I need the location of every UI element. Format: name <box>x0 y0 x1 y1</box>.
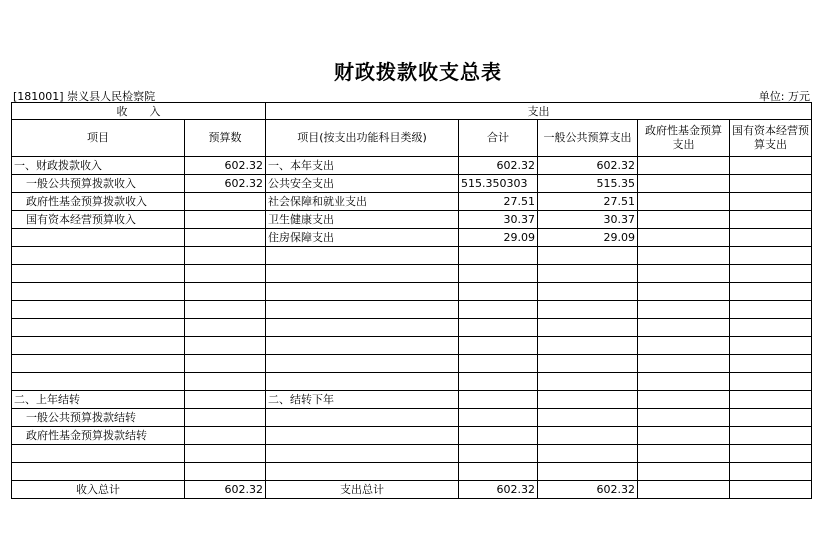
expense-general-cell <box>538 373 638 391</box>
income-item-cell <box>12 463 185 481</box>
expense-general-cell <box>538 463 638 481</box>
table-row <box>12 337 812 355</box>
expense-total-cell <box>459 391 538 409</box>
expense-total-label: 支出总计 <box>266 481 459 499</box>
table-row <box>12 211 812 229</box>
expense-general-cell <box>538 391 638 409</box>
expense-general-cell <box>538 337 638 355</box>
table-row <box>12 355 812 373</box>
expense-state-capital-cell <box>730 373 812 391</box>
expense-gov-fund-cell <box>638 409 730 427</box>
col-header-state-capital: 国有资本经营预算支出 <box>730 120 812 157</box>
expense-general-cell: 29.09 <box>538 229 638 247</box>
expense-item-cell: 住房保障支出 <box>266 229 459 247</box>
expense-gov-fund-cell <box>638 355 730 373</box>
expense-item-cell <box>266 319 459 337</box>
income-budget-cell: 602.32 <box>185 157 266 175</box>
expense-gov-fund-cell <box>638 157 730 175</box>
expense-gov-fund-cell <box>638 229 730 247</box>
expense-state-capital-cell <box>730 337 812 355</box>
expense-general-cell <box>538 283 638 301</box>
income-budget-cell <box>185 211 266 229</box>
expense-gov-fund-cell <box>638 463 730 481</box>
income-item-cell <box>12 283 185 301</box>
table-row <box>12 373 812 391</box>
expense-total-cell <box>459 283 538 301</box>
expense-gov-fund-cell <box>638 391 730 409</box>
income-budget-cell: 602.32 <box>185 175 266 193</box>
income-total-label: 收入总计 <box>12 481 185 499</box>
income-item-cell <box>12 301 185 319</box>
table-row <box>12 265 812 283</box>
expense-item-cell <box>266 427 459 445</box>
col-header-gov-fund: 政府性基金预算支出 <box>638 120 730 157</box>
table-row <box>12 175 812 193</box>
expense-item-cell <box>266 247 459 265</box>
income-item-cell <box>12 265 185 283</box>
header-row-2 <box>12 120 812 157</box>
expense-state-capital-cell <box>730 175 812 193</box>
expense-general-total: 602.32 <box>538 481 638 499</box>
expense-state-capital-cell <box>730 157 812 175</box>
income-budget-cell <box>185 283 266 301</box>
income-item-cell: 政府性基金预算拨款结转 <box>12 427 185 445</box>
expense-state-total <box>730 481 812 499</box>
expense-fund-total <box>638 481 730 499</box>
expense-state-capital-cell <box>730 301 812 319</box>
income-budget-cell <box>185 265 266 283</box>
expense-state-capital-cell <box>730 193 812 211</box>
table-row <box>12 463 812 481</box>
income-item-cell <box>12 337 185 355</box>
expense-total-cell: 27.51 <box>459 193 538 211</box>
income-item-cell: 二、上年结转 <box>12 391 185 409</box>
income-budget-cell <box>185 463 266 481</box>
expense-state-capital-cell <box>730 247 812 265</box>
expense-item-cell <box>266 337 459 355</box>
expense-general-cell <box>538 319 638 337</box>
income-budget-cell <box>185 229 266 247</box>
income-budget-cell <box>185 445 266 463</box>
table-row <box>12 427 812 445</box>
income-budget-cell <box>185 427 266 445</box>
col-header-general: 一般公共预算支出 <box>538 120 638 157</box>
expense-item-cell: 公共安全支出 <box>266 175 459 193</box>
expense-gov-fund-cell <box>638 283 730 301</box>
table-row <box>12 193 812 211</box>
table-row <box>12 157 812 175</box>
totals-row <box>12 481 812 499</box>
income-budget-cell <box>185 193 266 211</box>
income-item-cell <box>12 445 185 463</box>
income-item-cell <box>12 355 185 373</box>
income-header: 收 入 <box>12 103 266 120</box>
expense-general-cell: 515.35 <box>538 175 638 193</box>
expense-general-cell <box>538 355 638 373</box>
expense-gov-fund-cell <box>638 301 730 319</box>
expense-total-value: 602.32 <box>459 481 538 499</box>
expense-item-cell <box>266 355 459 373</box>
income-item-cell: 政府性基金预算拨款收入 <box>12 193 185 211</box>
expense-general-cell: 602.32 <box>538 157 638 175</box>
expense-item-cell: 一、本年支出 <box>266 157 459 175</box>
expense-general-cell <box>538 301 638 319</box>
income-budget-cell <box>185 301 266 319</box>
expense-header: 支出 <box>266 103 812 120</box>
income-budget-cell <box>185 319 266 337</box>
page-title: 财政拨款收支总表 <box>334 60 502 84</box>
expense-general-cell: 30.37 <box>538 211 638 229</box>
expense-total-cell: 29.09 <box>459 229 538 247</box>
expense-item-cell <box>266 301 459 319</box>
income-item-cell: 一、财政拨款收入 <box>12 157 185 175</box>
expense-gov-fund-cell <box>638 337 730 355</box>
expense-gov-fund-cell <box>638 211 730 229</box>
expense-item-cell <box>266 445 459 463</box>
expense-general-cell <box>538 409 638 427</box>
expense-item-cell: 二、结转下年 <box>266 391 459 409</box>
expense-total-cell <box>459 265 538 283</box>
expense-general-cell <box>538 247 638 265</box>
income-item-cell <box>12 319 185 337</box>
expense-gov-fund-cell <box>638 247 730 265</box>
income-total-value: 602.32 <box>185 481 266 499</box>
expense-total-cell: 30.37 <box>459 211 538 229</box>
expense-total-cell <box>459 319 538 337</box>
income-item-cell <box>12 373 185 391</box>
expense-state-capital-cell <box>730 211 812 229</box>
expense-gov-fund-cell <box>638 175 730 193</box>
expense-total-cell <box>459 301 538 319</box>
expense-total-cell <box>459 445 538 463</box>
expense-state-capital-cell <box>730 427 812 445</box>
table-row <box>12 391 812 409</box>
income-budget-cell <box>185 391 266 409</box>
col-header-total: 合计 <box>459 120 538 157</box>
table-row <box>12 409 812 427</box>
expense-gov-fund-cell <box>638 319 730 337</box>
table-row <box>12 301 812 319</box>
expense-total-cell <box>459 355 538 373</box>
expense-gov-fund-cell <box>638 265 730 283</box>
table-row <box>12 283 812 301</box>
expense-total-cell: 602.32 <box>459 157 538 175</box>
table-row <box>12 319 812 337</box>
income-budget-cell <box>185 373 266 391</box>
expense-general-cell: 27.51 <box>538 193 638 211</box>
income-budget-cell <box>185 247 266 265</box>
organization-label: [181001] 崇义县人民检察院 <box>13 90 156 103</box>
expense-gov-fund-cell <box>638 193 730 211</box>
income-item-cell: 一般公共预算拨款收入 <box>12 175 185 193</box>
expense-gov-fund-cell <box>638 373 730 391</box>
expense-total-cell <box>459 247 538 265</box>
expense-state-capital-cell <box>730 463 812 481</box>
expense-item-cell <box>266 463 459 481</box>
expense-state-capital-cell <box>730 319 812 337</box>
expense-state-capital-cell <box>730 283 812 301</box>
expense-general-cell <box>538 445 638 463</box>
expense-general-cell <box>538 265 638 283</box>
col-header-budget: 预算数 <box>185 120 266 157</box>
expense-state-capital-cell <box>730 355 812 373</box>
expense-state-capital-cell <box>730 391 812 409</box>
expense-item-cell: 社会保障和就业支出 <box>266 193 459 211</box>
expense-item-cell: 卫生健康支出 <box>266 211 459 229</box>
expense-total-cell <box>459 409 538 427</box>
finance-table <box>11 102 812 499</box>
expense-state-capital-cell <box>730 229 812 247</box>
expense-item-cell <box>266 265 459 283</box>
expense-state-capital-cell <box>730 265 812 283</box>
expense-total-cell <box>459 427 538 445</box>
expense-general-cell <box>538 427 638 445</box>
table-row <box>12 247 812 265</box>
expense-state-capital-cell <box>730 445 812 463</box>
income-budget-cell <box>185 355 266 373</box>
col-header-item: 项目 <box>12 120 185 157</box>
header-row-1 <box>12 103 812 120</box>
income-item-cell <box>12 229 185 247</box>
expense-item-cell <box>266 409 459 427</box>
income-item-cell <box>12 247 185 265</box>
income-budget-cell <box>185 409 266 427</box>
expense-gov-fund-cell <box>638 427 730 445</box>
unit-label: 单位: 万元 <box>758 90 810 103</box>
expense-total-cell <box>459 337 538 355</box>
income-item-cell: 国有资本经营预算收入 <box>12 211 185 229</box>
col-header-func-item: 项目(按支出功能科目类级) <box>266 120 459 157</box>
expense-state-capital-cell <box>730 409 812 427</box>
expense-item-cell <box>266 283 459 301</box>
expense-item-cell <box>266 373 459 391</box>
income-item-cell: 一般公共预算拨款结转 <box>12 409 185 427</box>
expense-total-cell: 515.350303 <box>459 175 538 193</box>
expense-total-cell <box>459 373 538 391</box>
expense-total-cell <box>459 463 538 481</box>
table-row <box>12 229 812 247</box>
table-row <box>12 445 812 463</box>
income-budget-cell <box>185 337 266 355</box>
expense-gov-fund-cell <box>638 445 730 463</box>
